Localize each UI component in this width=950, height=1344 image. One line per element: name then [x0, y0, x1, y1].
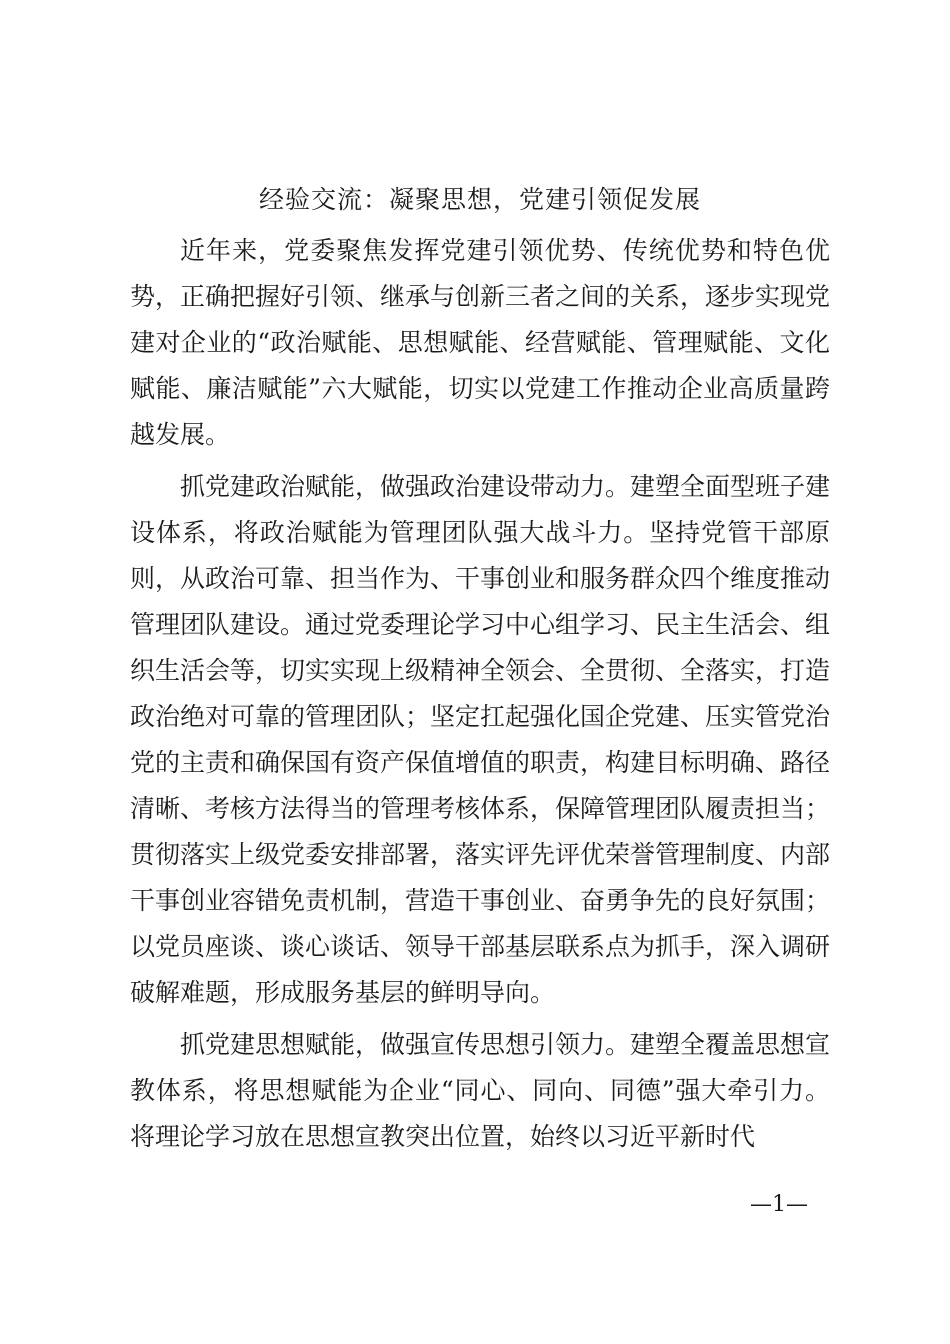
paragraph-political-empowerment: 抓党建政治赋能，做强政治建设带动力。建塑全面型班子建设体系，将政治赋能为管理团队强大战斗力。坚持党管干部原则，从政治可靠、担当作为、干事创业和服务群众四个维度推动管理团队建设。通过党委理论学习中心组学习、民主生活会、组织生活会等，切实实现上级精神全领会、全贯彻、全落实，打造政治绝对可靠的管理团队；坚定扛起强化国企党建、压实管党治党的主责和确保国有资产保值增值的职责，构建目标明确、路径清晰、考核方法得当的管理考核体系，保障管理团队履责担当；贯彻落实上级党委安排部署，落实评先评优荣誉管理制度、内部干事创业容错免责机制，营造干事创业、奋勇争先的良好氛围；以党员座谈、谈心谈话、领导干部基层联系点为抓手，深入调研破解难题，形成服务基层的鲜明导向。: [130, 472, 831, 1007]
paragraph-intro: 近年来，党委聚焦发挥党建引领优势、传统优势和特色优势，正确把握好引领、继承与创新三者之间的关系，逐步实现党建对企业的“政治赋能、思想赋能、经营赋能、管理赋能、文化赋能、廉洁赋能”六大赋能，切实以党建工作推动企业高质量跨越发展。: [130, 236, 831, 449]
paragraph-ideological-empowerment: 抓党建思想赋能，做强宣传思想引领力。建塑全覆盖思想宣教体系，将思想赋能为企业“同心、同向、同德”强大牵引力。将理论学习放在思想宣教突出位置，始终以习近平新时代: [130, 1030, 831, 1151]
document-body: [130, 228, 830, 1166]
document-title: 经验交流：凝聚思想，党建引领促发展: [258, 185, 701, 214]
page-number: —1—: [750, 1192, 808, 1217]
